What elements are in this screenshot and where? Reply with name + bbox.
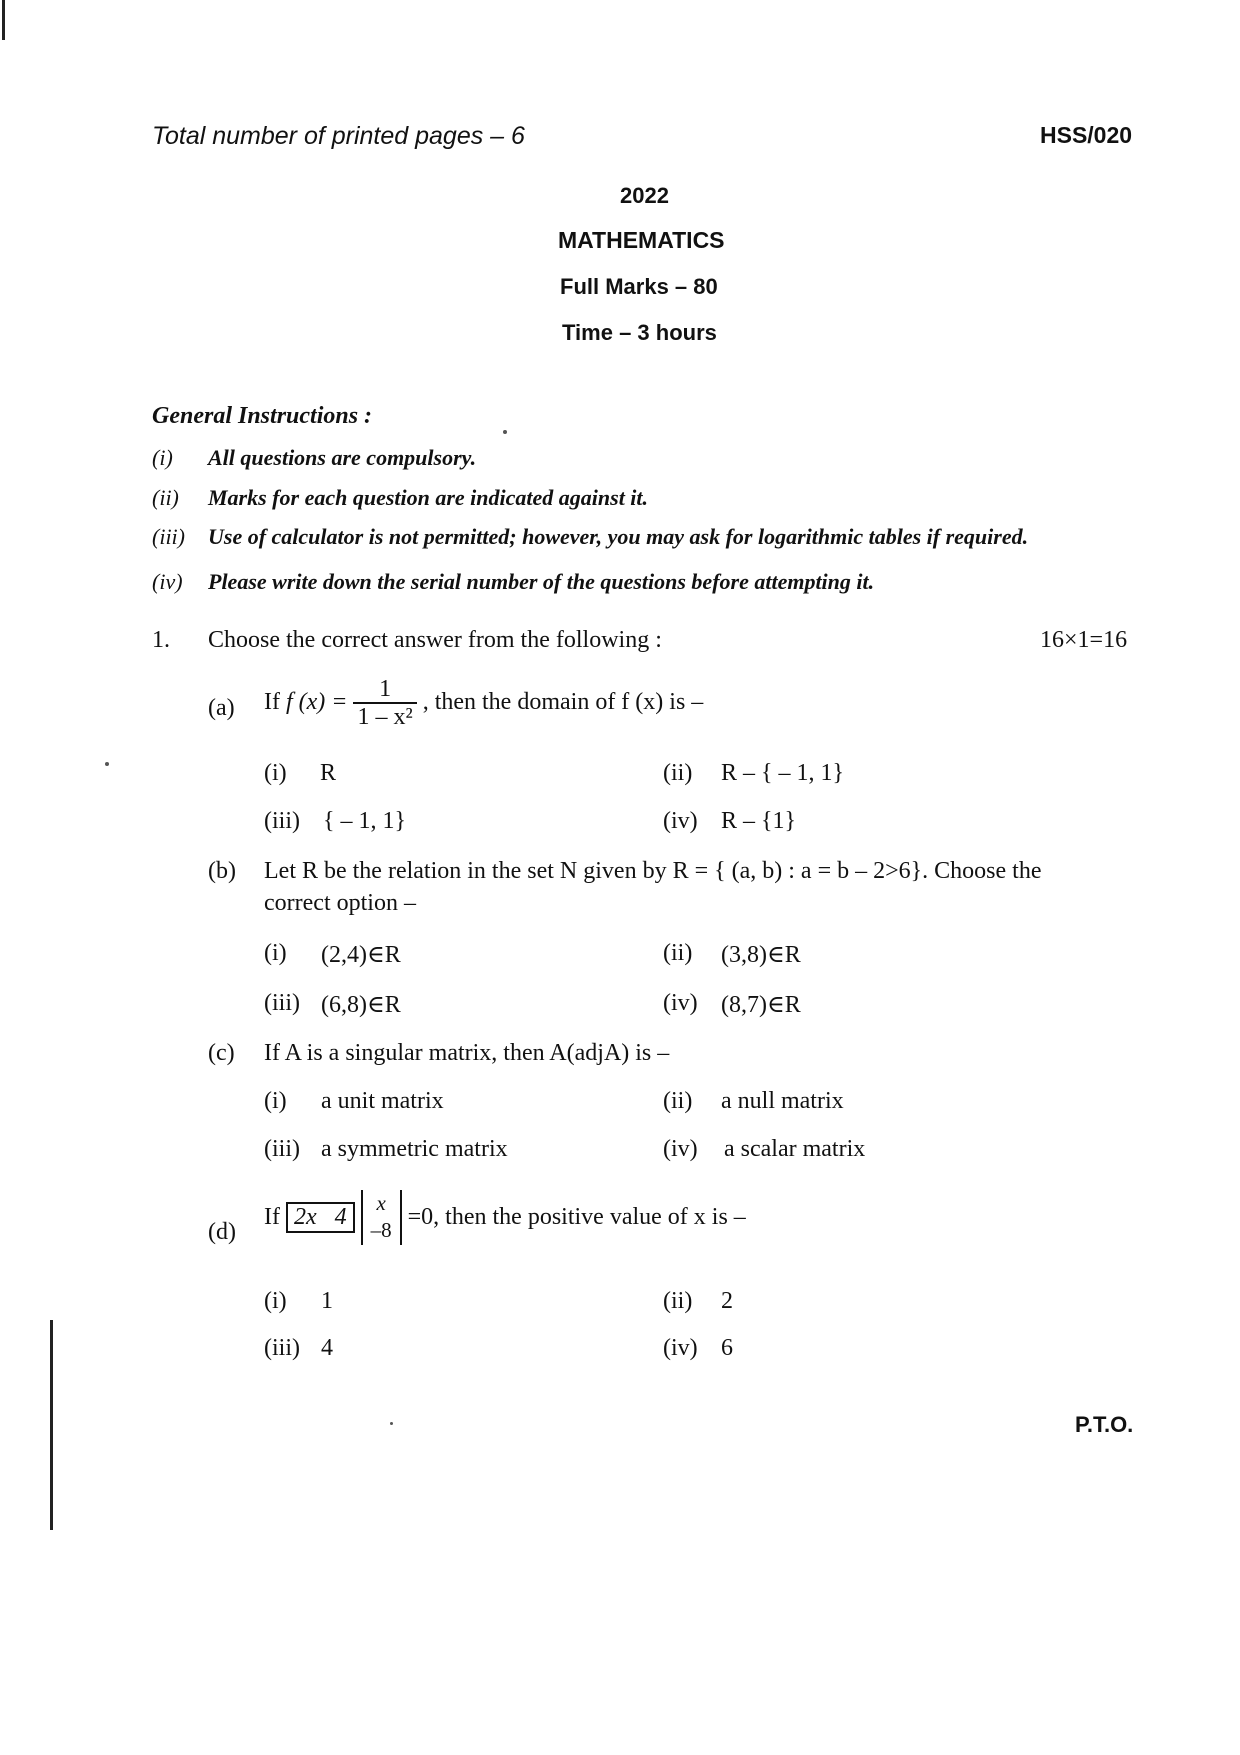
option-number: (iv) xyxy=(663,1335,698,1361)
option-number: (iv) xyxy=(663,1136,698,1162)
fraction xyxy=(353,676,416,731)
column-matrix xyxy=(361,1190,402,1245)
text-domain: , then the domain of f (x) is – xyxy=(422,688,704,715)
option-text: 4 xyxy=(321,1335,333,1361)
question-text: Choose the correct answer from the following : xyxy=(208,627,662,653)
subquestion-label: (a) xyxy=(208,695,235,721)
row-matrix xyxy=(286,1202,355,1233)
instruction-text: Marks for each question are indicated against it. xyxy=(208,485,649,510)
subquestion-label: (d) xyxy=(208,1219,236,1245)
option-text: R – { – 1, 1} xyxy=(721,760,845,786)
instruction-text: All questions are compulsory. xyxy=(208,445,477,470)
scan-margin-line xyxy=(50,1320,53,1530)
option-text: 2 xyxy=(721,1288,733,1314)
instruction-number: (i) xyxy=(152,445,173,470)
scan-margin-line xyxy=(2,0,5,40)
option-number: (ii) xyxy=(663,1088,693,1114)
option-text: a symmetric matrix xyxy=(321,1136,508,1162)
total-pages: Total number of printed pages – 6 xyxy=(152,122,525,150)
subject-title: MATHEMATICS xyxy=(558,227,725,253)
time-allowed: Time – 3 hours xyxy=(562,320,717,345)
instructions-heading: General Instructions : xyxy=(152,403,373,429)
option-number: (i) xyxy=(264,1088,287,1114)
option-text: (3,8)∈R xyxy=(721,942,801,968)
option-number: (iii) xyxy=(264,1136,300,1162)
option-number: (iii) xyxy=(264,808,300,834)
instruction-number: (iv) xyxy=(152,569,183,594)
option-text: a scalar matrix xyxy=(724,1136,866,1162)
option-text: 1 xyxy=(321,1288,333,1314)
column-matrix-bottom: –8 xyxy=(370,1218,392,1243)
full-marks: Full Marks – 80 xyxy=(560,274,718,299)
option-number: (ii) xyxy=(663,940,693,966)
option-text: (2,4)∈R xyxy=(321,942,401,968)
instruction-text: Use of calculator is not permitted; however, you may ask for logarithmic tables if required. xyxy=(208,524,1029,549)
option-text: R – {1} xyxy=(721,808,797,834)
instruction-number: (ii) xyxy=(152,485,179,510)
option-number: (i) xyxy=(264,940,287,966)
subquestion-label: (c) xyxy=(208,1040,235,1066)
subquestion-c-text: If A is a singular matrix, then A(adjA) is – xyxy=(264,1040,670,1066)
option-number: (ii) xyxy=(663,760,693,786)
scan-speck xyxy=(105,762,109,766)
fraction-denominator: 1 – x² xyxy=(357,704,413,731)
option-number: (i) xyxy=(264,1288,287,1314)
text-positive-value: =0, then the positive value of x is – xyxy=(407,1203,746,1230)
scan-speck xyxy=(503,430,507,434)
subquestion-a-text xyxy=(264,676,703,731)
option-text: a null matrix xyxy=(721,1088,844,1114)
fraction-numerator: 1 xyxy=(353,676,416,704)
option-text: a unit matrix xyxy=(321,1088,444,1114)
pto-label: P.T.O. xyxy=(1075,1412,1134,1437)
option-number: (iv) xyxy=(663,990,698,1016)
column-matrix-top: x xyxy=(376,1191,386,1215)
subquestion-b-line2: correct option – xyxy=(264,890,416,916)
option-text: 6 xyxy=(721,1335,733,1361)
option-text: (6,8)∈R xyxy=(321,992,401,1018)
option-text: (8,7)∈R xyxy=(721,992,801,1018)
subquestion-label: (b) xyxy=(208,858,236,884)
option-number: (iii) xyxy=(264,990,300,1016)
option-number: (ii) xyxy=(663,1288,693,1314)
function-expression: f (x) = xyxy=(285,688,348,715)
option-number: (i) xyxy=(264,760,287,786)
option-text: { – 1, 1} xyxy=(323,808,407,834)
option-text: R xyxy=(320,760,337,786)
subquestion-b-line1: Let R be the relation in the set N given by R = { (a, b) : a = b – 2>6}. Choose the xyxy=(264,858,1042,884)
scan-speck xyxy=(390,1422,393,1425)
question-marks: 16×1=16 xyxy=(1040,627,1128,653)
option-number: (iii) xyxy=(264,1335,300,1361)
row-matrix-entries: 2x 4 xyxy=(293,1203,347,1230)
subquestion-d-text xyxy=(264,1190,746,1245)
instruction-number: (iii) xyxy=(152,524,185,549)
option-number: (iv) xyxy=(663,808,698,834)
exam-year: 2022 xyxy=(620,183,669,208)
text-if: If xyxy=(264,1203,280,1230)
instruction-text: Please write down the serial number of the questions before attempting it. xyxy=(208,569,875,594)
paper-code: HSS/020 xyxy=(1040,122,1133,148)
text-if: If xyxy=(264,688,280,715)
question-number: 1. xyxy=(152,627,170,653)
